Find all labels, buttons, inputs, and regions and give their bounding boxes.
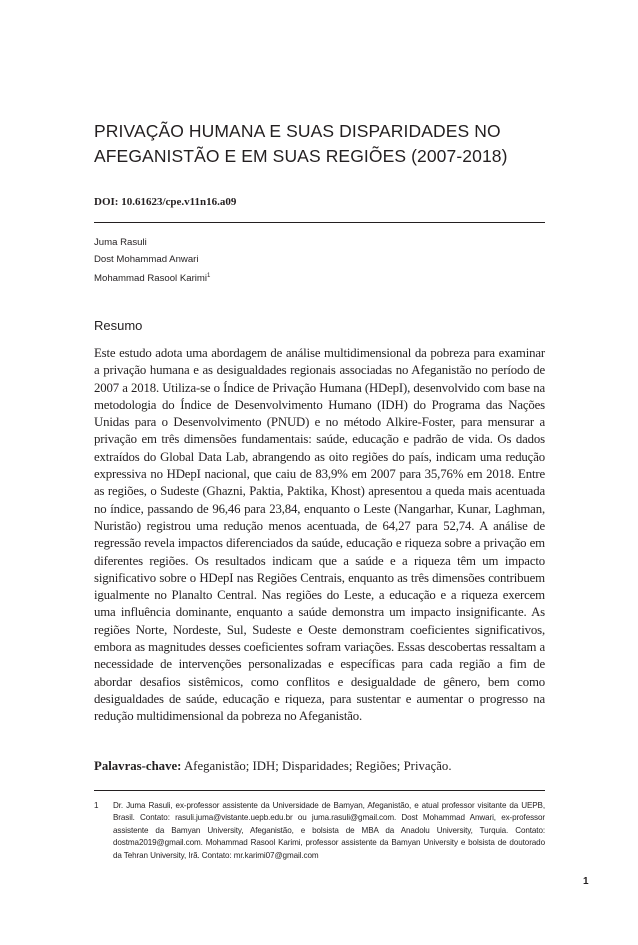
footnote (94, 800, 545, 862)
doi: DOI: 10.61623/cpe.v11n16.a09 (94, 196, 237, 208)
header-divider (94, 222, 545, 223)
author-entry (94, 268, 210, 287)
footnote-number: 1 (94, 801, 99, 810)
author-name: Juma Rasuli (94, 237, 147, 248)
keywords-label: Palavras-chave: (94, 759, 182, 773)
footnote-marker: 1 (207, 273, 211, 279)
keywords (94, 758, 545, 775)
page-number: 1 (583, 876, 589, 887)
author-list (94, 234, 210, 287)
footnote-divider (94, 790, 545, 791)
abstract-heading: Resumo (94, 318, 143, 333)
abstract-text: Este estudo adota uma abordagem de análise multidimensional da pobreza para examinar a privação humana e as desigualdades regionais associadas no Afeganistão no período de 2007 a 2018. Utiliza-se o Índice de Privação Humana (HDepI), desenvolvido com base na metodologia do Índice de Desenvolvimento Humano (IDH) do Programa das Nações Unidas para o Desenvolvimento (PNUD) e no método Alkire-Foster, para mensurar a privação em três dimensões fundamentais: saúde, educação e padrão de vida. Os dados extraídos do Global Data Lab, abrangendo as oito regiões do país, indicam uma redução expressiva no HDepI nacional, que caiu de 83,9% em 2007 para 35,76% em 2018. Entre as regiões, o Sudeste (Ghazni, Paktia, Paktika, Khost) apresentou a queda mais acentuada no índice, passando de 96,46 para 23,84, enquanto o Leste (Nangarhar, Kunar, Laghman, Nuristão) registrou uma redução menos acentuada, de 64,27 para 52,74. A análise de regressão revela impactos diferenciados da saúde, educação e riqueza sobre a privação em diferentes regiões. Os resultados indicam que a saúde e a riqueza têm um impacto significativo sobre o HDepI nas Regiões Centrais, enquanto as três dimensões contribuem igualmente no Planalto Central. Nas regiões do Leste, a educação e a riqueza exercem uma influência dominante, enquanto a saúde demonstra um impacto insignificante. As regiões Norte, Nordeste, Sul, Sudeste e Oeste demonstram coeficientes significativos, embora as magnitudes desses coeficientes sofram variações. Essas descobertas ressaltam a necessidade de intervenções personalizadas e específicas para cada região a fim de abordar desafios sistêmicos, como conflitos e desigualdade de gênero, bem como desigualdades de saúde, educação e riqueza, para sustentar e aumentar o progresso na redução multidimensional da pobreza no Afeganistão. (94, 346, 545, 724)
footnote-text: Dr. Juma Rasuli, ex-professor assistente da Universidade de Bamyan, Afeganistão, e atual professor visitante da UEPB, Brasil. Contato: rasuli.juma@vistante.uepb.edu.br ou juma.rasuli@gmail.com. Dost Mohammad Anwari, ex-professor assistente da Bamyan University, Afeganistão, e bolsista de MBA da Anadolu University, Turquia. Contato: dostma2019@gmail.com. Mohammad Rasool Karimi, professor assistente da Bamyan University e bolsista de doutorado da Tehran University, Irã. Contato: mr.karimi07@gmail.com (113, 801, 545, 860)
keywords-text: Afeganistão; IDH; Disparidades; Regiões; Privação. (183, 759, 452, 773)
article-title: PRIVAÇÃO HUMANA E SUAS DISPARIDADES NO AFEGANISTÃO E EM SUAS REGIÕES (2007-2018) (94, 121, 508, 166)
author-name: Mohammad Rasool Karimi (94, 273, 208, 285)
author-name: Dost Mohammad Anwari (94, 254, 199, 265)
